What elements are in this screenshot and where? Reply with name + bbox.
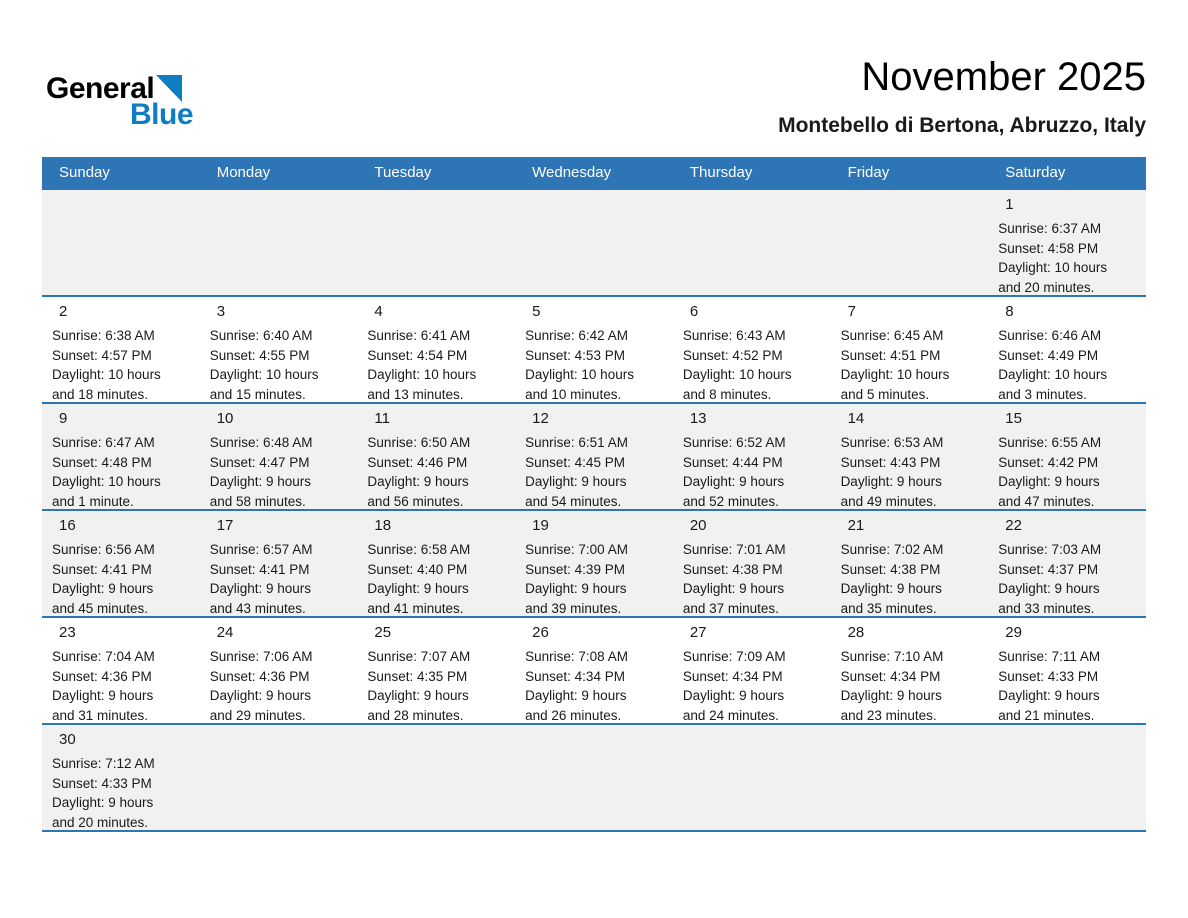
- day-info-line: Sunset: 4:34 PM: [840, 668, 941, 684]
- day-info-line: and 13 minutes.: [367, 386, 464, 402]
- day-info-line: Daylight: 9 hours: [840, 581, 942, 596]
- day-info-line: Daylight: 9 hours: [52, 795, 154, 810]
- day-info-line: Sunrise: 6:42 AM: [525, 328, 628, 343]
- day-info-line: and 5 minutes.: [840, 386, 930, 402]
- day-cell: [988, 297, 1146, 402]
- day-number: 18: [374, 517, 392, 534]
- day-info-line: and 26 minutes.: [525, 707, 622, 723]
- day-cell: [357, 618, 515, 723]
- day-info-line: Daylight: 10 hours: [840, 367, 950, 382]
- day-number: 22: [1005, 517, 1022, 534]
- day-number: 2: [59, 303, 68, 320]
- day-info-line: and 8 minutes.: [682, 386, 772, 402]
- day-info-line: and 33 minutes.: [998, 600, 1095, 616]
- day-info-line: and 28 minutes.: [367, 707, 464, 723]
- week-row: [42, 188, 1146, 295]
- day-info-line: Sunset: 4:46 PM: [367, 454, 468, 470]
- day-info-line: Sunrise: 6:58 AM: [367, 542, 471, 557]
- day-info-line: Sunset: 4:44 PM: [682, 454, 783, 470]
- page-subtitle: Montebello di Bertona, Abruzzo, Italy: [778, 114, 1146, 137]
- day-number: 6: [689, 303, 699, 320]
- day-cell: [673, 618, 831, 723]
- day-info-line: Sunrise: 6:56 AM: [52, 542, 155, 557]
- day-cell: [42, 618, 200, 723]
- day-info-line: Daylight: 9 hours: [682, 581, 785, 596]
- day-cell: [357, 297, 515, 402]
- day-info-line: Daylight: 9 hours: [367, 581, 469, 596]
- day-info-line: Daylight: 10 hours: [525, 367, 634, 382]
- day-info-line: Daylight: 9 hours: [840, 474, 942, 489]
- day-cell: [831, 511, 989, 616]
- day-info-line: and 20 minutes.: [998, 279, 1095, 295]
- day-cell: [988, 511, 1146, 616]
- day-info-line: Sunset: 4:33 PM: [998, 668, 1099, 684]
- day-info-line: Sunset: 4:58 PM: [998, 240, 1099, 256]
- day-info-line: and 54 minutes.: [525, 493, 622, 509]
- day-info-line: Daylight: 9 hours: [367, 688, 469, 703]
- title-block: [778, 55, 1146, 138]
- weekday-header-monday: Monday: [216, 164, 271, 181]
- weeks-container: [42, 188, 1146, 830]
- day-info-line: Sunset: 4:34 PM: [525, 668, 625, 684]
- day-cell: [42, 725, 200, 830]
- day-cell: [988, 404, 1146, 509]
- day-info-line: Daylight: 9 hours: [209, 688, 312, 703]
- day-info-line: Daylight: 9 hours: [209, 581, 312, 596]
- day-info-line: and 31 minutes.: [52, 707, 149, 723]
- day-number: 26: [532, 624, 549, 641]
- day-info-line: and 49 minutes.: [840, 493, 937, 509]
- day-info-line: Sunrise: 6:51 AM: [525, 435, 628, 450]
- day-info-line: Daylight: 10 hours: [52, 367, 161, 382]
- day-cell: [515, 618, 673, 723]
- day-number: 5: [532, 303, 541, 320]
- day-info-line: Sunrise: 6:50 AM: [367, 435, 471, 450]
- calendar: [42, 157, 1146, 832]
- day-info-line: Daylight: 9 hours: [52, 581, 154, 596]
- empty-day-cell: [673, 725, 831, 830]
- day-info-line: Sunset: 4:57 PM: [52, 347, 152, 363]
- day-info-line: Sunset: 4:38 PM: [840, 561, 941, 577]
- general-blue-logo: [46, 74, 193, 130]
- week-row: [42, 402, 1146, 509]
- day-cell: [673, 297, 831, 402]
- day-info-line: Sunset: 4:39 PM: [525, 561, 625, 577]
- day-info-line: Sunset: 4:36 PM: [209, 668, 310, 684]
- day-info-line: Sunrise: 6:38 AM: [52, 328, 155, 343]
- day-info-line: Sunrise: 6:57 AM: [209, 542, 313, 557]
- empty-day-cell: [831, 190, 989, 295]
- empty-day-cell: [988, 725, 1146, 830]
- day-cell: [42, 297, 200, 402]
- empty-day-cell: [357, 190, 515, 295]
- day-info-line: Sunset: 4:33 PM: [52, 775, 152, 791]
- day-info-line: Sunrise: 7:07 AM: [367, 649, 471, 664]
- day-info-line: Sunset: 4:36 PM: [52, 668, 152, 684]
- day-number: 23: [59, 624, 76, 641]
- day-cell: [200, 511, 358, 616]
- day-cell: [357, 404, 515, 509]
- day-info-line: Sunrise: 7:02 AM: [840, 542, 944, 557]
- day-info-line: Sunrise: 6:55 AM: [998, 435, 1102, 450]
- day-cell: [831, 297, 989, 402]
- day-info-line: Sunrise: 6:48 AM: [209, 435, 313, 450]
- day-info-line: and 47 minutes.: [998, 493, 1095, 509]
- day-info-line: Sunset: 4:53 PM: [525, 347, 625, 363]
- day-info-line: and 37 minutes.: [682, 600, 779, 616]
- day-info-line: Sunrise: 7:09 AM: [682, 649, 786, 664]
- day-info-line: Sunrise: 6:52 AM: [682, 435, 786, 450]
- day-number: 3: [216, 303, 226, 320]
- day-info-line: Daylight: 9 hours: [52, 688, 154, 703]
- empty-day-cell: [357, 725, 515, 830]
- day-number: 13: [689, 410, 707, 427]
- day-number: 7: [847, 303, 856, 320]
- day-info-line: Sunrise: 7:01 AM: [682, 542, 786, 557]
- day-info-line: Daylight: 9 hours: [209, 474, 312, 489]
- day-info-line: Daylight: 9 hours: [525, 688, 627, 703]
- day-number: 19: [532, 517, 549, 534]
- day-info-line: Sunrise: 7:06 AM: [209, 649, 313, 664]
- day-info-line: and 1 minute.: [52, 493, 134, 509]
- day-info-line: and 58 minutes.: [209, 493, 306, 509]
- day-info-line: Sunset: 4:48 PM: [52, 454, 152, 470]
- day-info-line: Sunset: 4:47 PM: [209, 454, 310, 470]
- day-number: 10: [216, 410, 234, 427]
- day-info-line: Sunset: 4:37 PM: [998, 561, 1099, 577]
- day-cell: [42, 404, 200, 509]
- day-info-line: Sunrise: 7:04 AM: [52, 649, 155, 664]
- day-info-line: Sunset: 4:54 PM: [367, 347, 468, 363]
- day-number: 11: [374, 410, 390, 427]
- day-info-line: and 20 minutes.: [52, 814, 149, 830]
- day-number: 25: [374, 624, 392, 641]
- day-cell: [988, 618, 1146, 723]
- day-cell: [200, 404, 358, 509]
- day-info-line: Sunset: 4:35 PM: [367, 668, 468, 684]
- day-number: 1: [1005, 196, 1014, 213]
- day-info-line: Sunset: 4:41 PM: [209, 561, 310, 577]
- day-info-line: Sunrise: 6:41 AM: [367, 328, 471, 343]
- day-info-line: and 18 minutes.: [52, 386, 149, 402]
- day-info-line: Sunset: 4:38 PM: [682, 561, 783, 577]
- day-info-line: Sunset: 4:34 PM: [682, 668, 783, 684]
- day-info-line: Sunset: 4:42 PM: [998, 454, 1099, 470]
- page-title: November 2025: [861, 55, 1146, 99]
- day-info-line: and 39 minutes.: [525, 600, 622, 616]
- day-info-line: Daylight: 10 hours: [52, 474, 161, 489]
- day-number: 28: [847, 624, 865, 641]
- day-cell: [673, 404, 831, 509]
- day-info-line: Sunrise: 6:37 AM: [998, 221, 1102, 236]
- empty-day-cell: [673, 190, 831, 295]
- empty-day-cell: [200, 190, 358, 295]
- day-info-line: and 3 minutes.: [998, 386, 1087, 402]
- day-info-line: and 43 minutes.: [209, 600, 306, 616]
- day-number: 14: [847, 410, 865, 427]
- weekday-header-wednesday: Wednesday: [532, 164, 612, 181]
- day-info-line: Daylight: 9 hours: [998, 688, 1100, 703]
- day-info-line: and 41 minutes.: [367, 600, 464, 616]
- day-number: 24: [216, 624, 234, 641]
- day-info-line: Sunset: 4:41 PM: [52, 561, 152, 577]
- day-info-line: Daylight: 9 hours: [525, 581, 627, 596]
- day-info-line: and 52 minutes.: [682, 493, 779, 509]
- day-info-line: Sunrise: 6:47 AM: [52, 435, 155, 450]
- day-cell: [988, 190, 1146, 295]
- day-number: 21: [847, 517, 865, 534]
- logo-text-general: General: [46, 72, 155, 105]
- day-info-line: Daylight: 9 hours: [998, 474, 1100, 489]
- day-info-line: Daylight: 10 hours: [998, 260, 1108, 275]
- day-info-line: and 35 minutes.: [840, 600, 937, 616]
- day-cell: [515, 297, 673, 402]
- day-info-line: Daylight: 9 hours: [682, 688, 785, 703]
- day-info-line: Daylight: 10 hours: [998, 367, 1108, 382]
- day-number: 27: [689, 624, 707, 641]
- day-number: 15: [1005, 410, 1022, 427]
- weekday-header-tuesday: Tuesday: [374, 164, 432, 181]
- weekday-header: [42, 157, 1146, 188]
- empty-day-cell: [831, 725, 989, 830]
- day-info-line: and 21 minutes.: [998, 707, 1095, 723]
- week-row: [42, 509, 1146, 616]
- empty-day-cell: [200, 725, 358, 830]
- day-info-line: Sunrise: 7:10 AM: [840, 649, 944, 664]
- day-number: 4: [374, 303, 383, 320]
- day-cell: [673, 511, 831, 616]
- day-cell: [42, 511, 200, 616]
- day-info-line: Sunset: 4:49 PM: [998, 347, 1099, 363]
- day-cell: [200, 618, 358, 723]
- day-info-line: and 24 minutes.: [682, 707, 779, 723]
- day-info-line: Daylight: 9 hours: [525, 474, 627, 489]
- day-info-line: Daylight: 10 hours: [209, 367, 319, 382]
- day-info-line: Sunset: 4:40 PM: [367, 561, 468, 577]
- day-info-line: Sunset: 4:52 PM: [682, 347, 783, 363]
- day-number: 29: [1005, 624, 1022, 641]
- day-info-line: Sunrise: 7:12 AM: [52, 756, 155, 771]
- day-number: 12: [532, 410, 549, 427]
- day-info-line: Sunrise: 7:11 AM: [998, 649, 1101, 664]
- empty-day-cell: [515, 190, 673, 295]
- day-info-line: Sunset: 4:55 PM: [209, 347, 310, 363]
- day-number: 16: [59, 517, 76, 534]
- day-info-line: Daylight: 9 hours: [840, 688, 942, 703]
- day-info-line: Sunset: 4:43 PM: [840, 454, 941, 470]
- day-info-line: Daylight: 10 hours: [367, 367, 477, 382]
- empty-day-cell: [42, 190, 200, 295]
- day-info-line: Sunrise: 6:45 AM: [840, 328, 944, 343]
- day-number: 17: [216, 517, 234, 534]
- day-cell: [831, 404, 989, 509]
- day-info-line: and 56 minutes.: [367, 493, 464, 509]
- day-info-line: Daylight: 9 hours: [367, 474, 469, 489]
- logo-text-blue: Blue: [130, 98, 194, 131]
- week-row: [42, 616, 1146, 723]
- day-info-line: and 45 minutes.: [52, 600, 149, 616]
- day-info-line: Sunrise: 7:03 AM: [998, 542, 1102, 557]
- day-cell: [515, 404, 673, 509]
- weekday-header-friday: Friday: [847, 164, 890, 181]
- day-info-line: and 15 minutes.: [209, 386, 306, 402]
- day-info-line: Sunrise: 6:53 AM: [840, 435, 944, 450]
- day-info-line: Sunrise: 6:46 AM: [998, 328, 1102, 343]
- day-info-line: Sunrise: 7:08 AM: [525, 649, 628, 664]
- week-row: [42, 723, 1146, 830]
- day-cell: [357, 511, 515, 616]
- day-cell: [515, 511, 673, 616]
- day-cell: [831, 618, 989, 723]
- day-info-line: Sunset: 4:45 PM: [525, 454, 625, 470]
- weekday-header-sunday: Sunday: [59, 164, 110, 181]
- day-cell: [200, 297, 358, 402]
- weekday-header-thursday: Thursday: [689, 164, 753, 181]
- day-info-line: and 10 minutes.: [525, 386, 622, 402]
- day-info-line: Sunrise: 6:43 AM: [682, 328, 786, 343]
- day-info-line: and 29 minutes.: [209, 707, 306, 723]
- empty-day-cell: [515, 725, 673, 830]
- day-info-line: Sunrise: 7:00 AM: [525, 542, 628, 557]
- day-number: 30: [59, 731, 76, 748]
- week-row: [42, 295, 1146, 402]
- day-number: 9: [59, 410, 68, 427]
- day-info-line: Sunset: 4:51 PM: [840, 347, 941, 363]
- day-info-line: and 23 minutes.: [840, 707, 937, 723]
- day-number: 8: [1005, 303, 1014, 320]
- weekday-header-saturday: Saturday: [1005, 164, 1066, 181]
- day-info-line: Daylight: 9 hours: [682, 474, 785, 489]
- day-info-line: Sunrise: 6:40 AM: [209, 328, 313, 343]
- day-info-line: Daylight: 9 hours: [998, 581, 1100, 596]
- day-number: 20: [689, 517, 707, 534]
- day-info-line: Daylight: 10 hours: [682, 367, 792, 382]
